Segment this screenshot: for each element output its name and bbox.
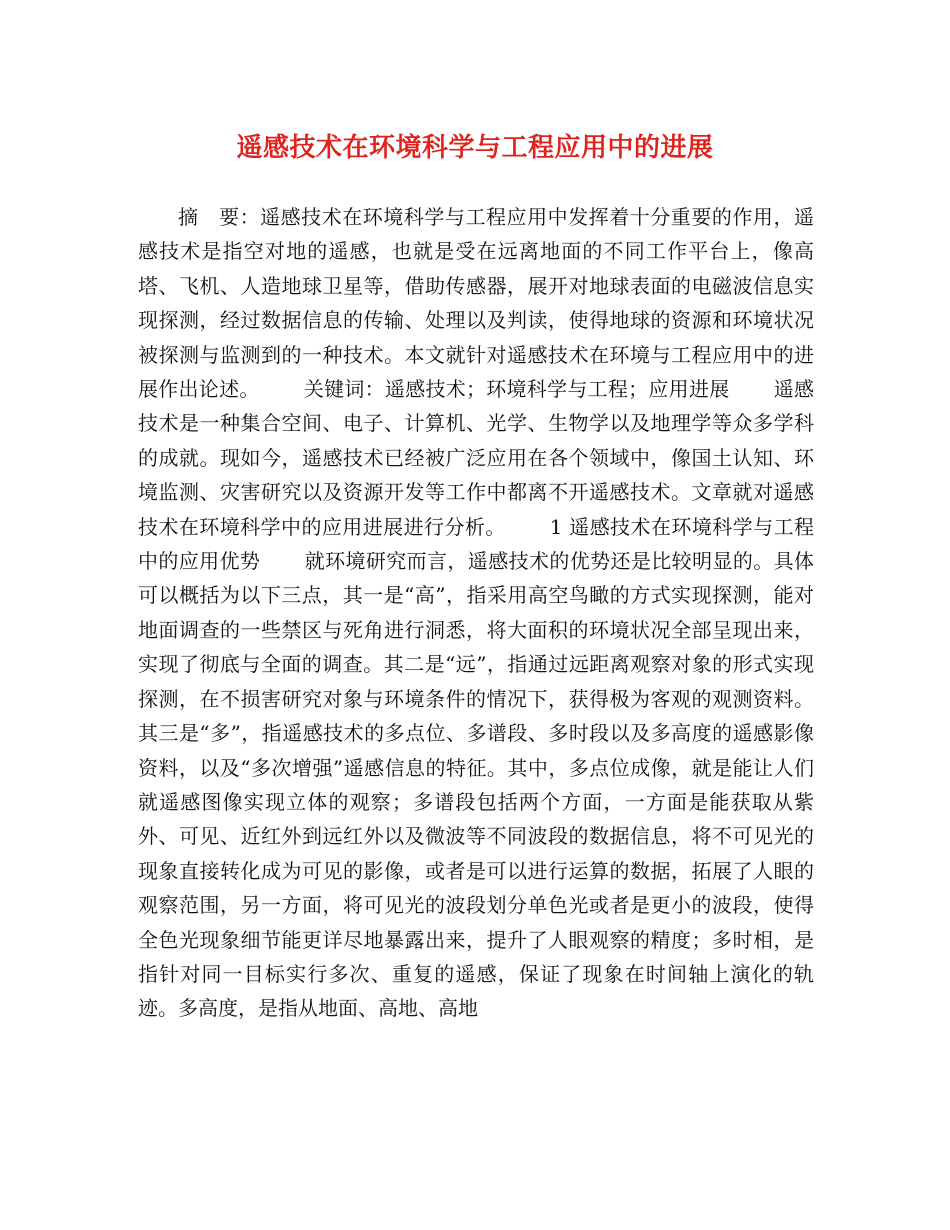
document-title: 遥感技术在环境科学与工程应用中的进展	[236, 133, 714, 163]
section-paragraph: 就环境研究而言，遥感技术的优势还是比较明显的。具体可以概括为以下三点，其一是“高”，指采用高空鸟瞰的方式实现探测，能对地面调查的一些禁区与死角进行洞悉，将大面积的环境状况全部呈现出来，实现了彻底与全面的调查。其二是“远”，指通过远距离观察对象的形式实现探测，在不损害研究对象与环境条件的情况下，获得极为客观的观测资料。其三是“多”，指遥感技术的多点位、多谱段、多时段以及多高度的遥感影像资料，以及“多次增强”遥感信息的特征。其中，多点位成像，就是能让人们就遥感图像实现立体的观察；多谱段包括两个方面，一方面是能获取从紫外、可见、近红外到远红外以及微波等不同波段的数据信息，将不可见光的现象直接转化成为可见的影像，或者是可以进行运算的数据，拓展了人眼的观察范围，另一方面，将可见光的波段划分单色光或者是更小的波段，使得全色光现象细节能更详尽地暴露出来，提升了人眼观察的精度；多时相，是指针对同一目标实行多次、重复的遥感，保证了现象在时间轴上演化的轨迹。多高度，是指从地面、高地、高地	[138, 549, 815, 1021]
document-body	[138, 200, 814, 1026]
section-heading: 1 遥感技术在环境科学与工程中的应用优势	[138, 514, 814, 574]
keywords-text: 关键词：遥感技术；环境科学与工程；应用进展	[303, 377, 730, 402]
abstract-text: 摘 要：遥感技术在环境科学与工程应用中发挥着十分重要的作用，遥感技术是指空对地的遥感，也就是受在远离地面的不同工作平台上，像高塔、飞机、人造地球卫星等，借助传感器，展开对地球表面的电磁波信息实现探测，经过数据信息的传输、处理以及判读，使得地球的资源和环境状况被探测与监测到的一种技术。本文就针对遥感技术在环境与工程应用中的进展作出论述。	[138, 205, 814, 402]
intro-text: 遥感技术是一种集合空间、电子、计算机、光学、生物学以及地理学等众多学科的成就。现如今，遥感技术已经被广泛应用在各个领域中，像国土认知、环境监测、灾害研究以及资源开发等工作中都离不开遥感技术。文章就对遥感技术在环境科学中的应用进展进行分析。	[138, 377, 815, 539]
